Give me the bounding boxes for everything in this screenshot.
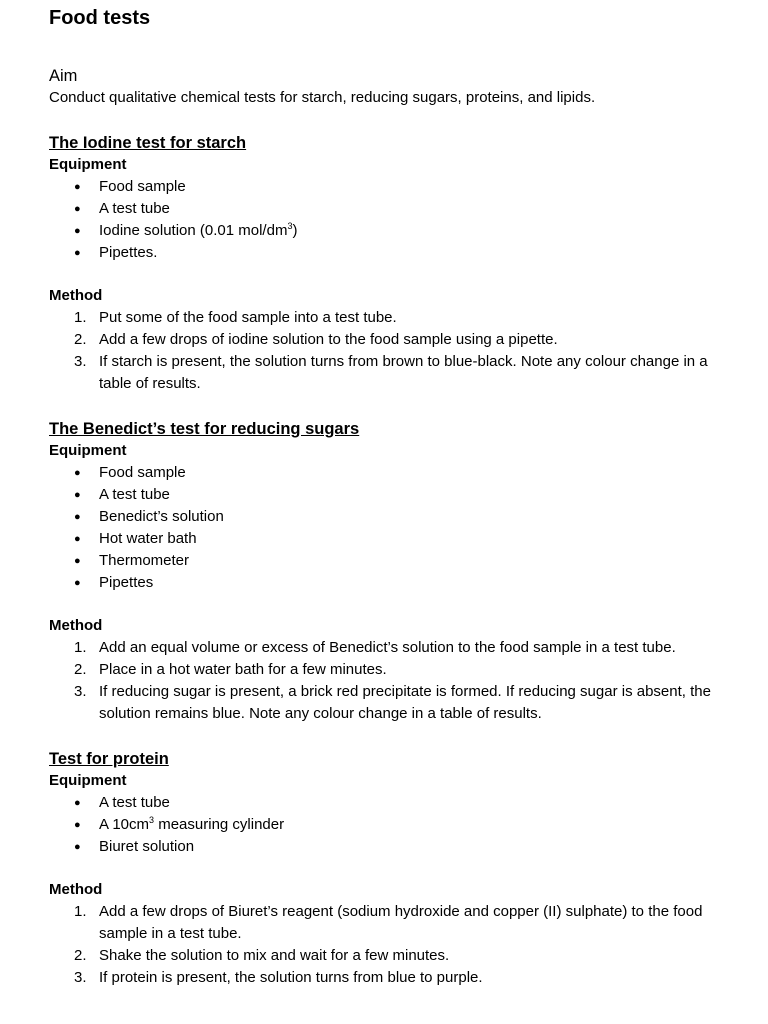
list-item: 1. Put some of the food sample into a test tube.	[74, 309, 397, 326]
method-heading: Method	[49, 881, 103, 898]
list-item: ● Food sample	[49, 176, 728, 198]
list-item: 3. If protein is present, the solution turns from blue to purple.	[74, 969, 483, 986]
list-item: 1. Add a few drops of Biuret’s reagent (sodium hydroxide and copper (II) sulphate) to the food sample in a test tube.	[74, 903, 703, 942]
list-item: 1. Add an equal volume or excess of Benedict’s solution to the food sample in a test tube.	[74, 639, 676, 656]
list-item: ● A test tube	[49, 198, 728, 220]
section-title: Test for protein	[49, 750, 169, 768]
equipment-heading: Equipment	[49, 442, 127, 459]
list-item: 2. Shake the solution to mix and wait for a few minutes.	[74, 947, 450, 964]
list-item: 2. Add a few drops of iodine solution to the food sample using a pipette.	[74, 331, 558, 348]
list-item: ● A test tube	[49, 792, 728, 814]
section-benedicts	[49, 418, 728, 725]
list-item: ● Pipettes	[49, 572, 728, 594]
list-item: ● Thermometer	[49, 550, 728, 572]
list-item: ● Biuret solution	[49, 836, 728, 858]
equipment-heading: Equipment	[49, 156, 127, 173]
list-item: ● Iodine solution (0.01 mol/$dm^3$)	[49, 220, 728, 242]
list-item: 2. Place in a hot water bath for a few minutes.	[74, 661, 387, 678]
aim-text: Conduct qualitative chemical tests for starch, reducing sugars, proteins, and lipids.	[49, 89, 596, 106]
section-title: The Iodine test for starch	[49, 134, 247, 152]
section-protein	[49, 748, 728, 989]
list-item: ● Pipettes.	[49, 242, 728, 264]
method-list	[49, 901, 728, 989]
section-title: The Benedict’s test for reducing sugars	[49, 420, 360, 438]
equipment-list	[49, 462, 728, 594]
equipment-list	[49, 792, 728, 858]
method-list	[49, 307, 728, 395]
page-title: Food tests	[49, 7, 151, 29]
list-item: 3. If starch is present, the solution turns from brown to blue-black. Note any colour change in a table of results.	[74, 353, 708, 392]
method-heading: Method	[49, 617, 103, 634]
list-item: 3. If reducing sugar is present, a brick red precipitate is formed. If reducing sugar is absent, the solution remains blue. Note any colour change in a table of results.	[74, 683, 711, 722]
equipment-heading: Equipment	[49, 772, 127, 789]
section-iodine	[49, 132, 728, 395]
list-item: ● A test tube	[49, 484, 728, 506]
list-item: ● Hot water bath	[49, 528, 728, 550]
method-list	[49, 637, 728, 725]
aim-heading: Aim	[49, 67, 78, 85]
list-item: ● A $10cm^3$ measuring cylinder	[49, 814, 728, 836]
equipment-list	[49, 176, 728, 264]
method-heading: Method	[49, 287, 103, 304]
list-item: ● Benedict’s solution	[49, 506, 728, 528]
list-item: ● Food sample	[49, 462, 728, 484]
